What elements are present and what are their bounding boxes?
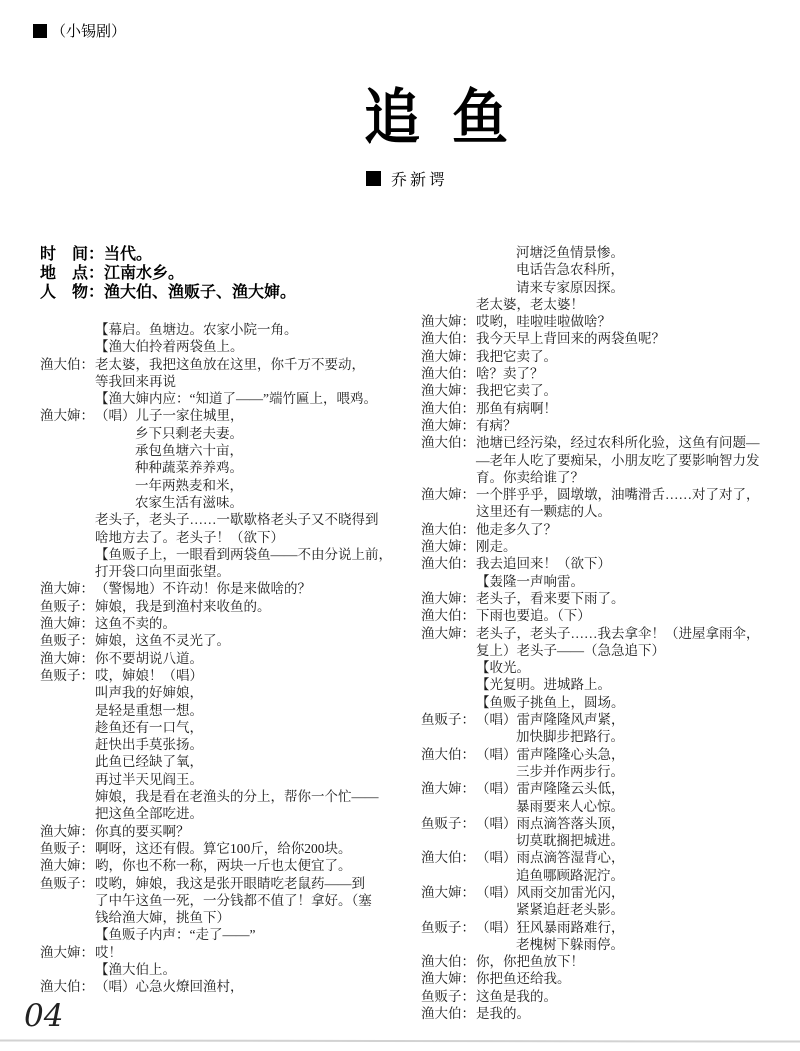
line-text: （唱）雨点滴答湿背心， [476,850,625,866]
script-line [40,702,402,719]
script-line [421,901,783,918]
line-text: 等我回来再说 [95,373,176,389]
dialogue-line [421,815,783,832]
script-line [40,459,402,476]
line-text: 乡下只剩老夫妻。 [135,425,243,441]
dialogue-line [40,857,402,874]
line-text: 【收光。 [476,660,530,676]
line-text: 承包鱼塘六十亩， [135,443,243,459]
script-line [421,642,783,659]
dialogue-line [40,580,402,597]
page-number: 04 [24,998,64,1034]
line-text: 那鱼有病啊！ [476,400,557,416]
dialogue-line [421,988,783,1005]
speaker-label: 渔大伯： [421,1006,475,1022]
line-text: 我把它卖了。 [476,383,557,399]
line-text: 加快脚步把路行。 [516,729,624,745]
speaker-label: 渔大伯： [421,556,475,572]
line-text: 这鱼不卖的。 [95,616,176,632]
line-text: 一个胖乎乎，圆墩墩，油嘴滑舌……对了对了， [476,487,760,503]
dialogue-line [40,407,402,424]
speaker-label: 鱼贩子： [40,875,94,891]
dialogue-line [421,330,783,347]
script-line [40,719,402,736]
speaker-label: 渔大婶： [40,650,94,666]
dialogue-line [40,356,402,373]
line-text: 我把它卖了。 [476,348,557,364]
dialogue-line [40,615,402,632]
speaker-label: 渔大伯： [421,954,475,970]
line-text: 再过半天见阎王。 [95,771,203,787]
script-line [40,529,402,546]
play-title: 追鱼 [364,81,540,154]
genre-label: （小锡剧） [51,23,127,40]
left-column [40,321,402,996]
dialogue-line [421,884,783,901]
stage-direction [40,338,402,355]
line-text: 老太婆，我把这鱼放在这里，你千万不要动， [95,356,365,372]
speaker-label: 渔大婶： [421,487,475,503]
dialogue-line [421,365,783,382]
stage-direction [421,694,783,711]
line-text: 这鱼是我的。 [476,988,557,1004]
dialogue-line [421,313,783,330]
line-text: 哎，婶娘！（唱） [95,667,203,683]
line-text: 【幕启。鱼塘边。农家小院一角。 [95,322,298,337]
speaker-label: 渔大婶： [421,590,475,606]
line-text: 切莫耽搁把城进。 [516,833,624,849]
speaker-label: 渔大婶： [421,417,475,433]
line-text: 哟，你也不称一称，两块一斤也太便宜了。 [95,858,352,874]
script-line [40,771,402,788]
script-line [40,477,402,494]
author-line [366,167,448,190]
line-text: 【光复明。进城路上。 [476,677,611,693]
dialogue-line [40,875,402,892]
line-text: 老太婆，老太婆！ [476,296,584,312]
line-text: 了中午这鱼一死，一分钱都不值了！拿好。（塞 [95,892,372,908]
line-text: 种种蔬菜养养鸡。 [135,460,243,476]
speaker-label: 渔大婶： [40,616,94,632]
line-text: 赶快出手莫张扬。 [95,737,203,753]
stage-direction [40,321,402,338]
script-line [40,373,402,390]
line-text: 【轰隆一声响雷。 [476,573,584,589]
line-text: 哎哟，婶娘，我这是张开眼睛吃老鼠药——到 [95,875,365,891]
line-text: 你真的要买啊？ [95,823,190,839]
stage-direction [421,676,783,693]
dialogue-line [421,625,783,642]
dialogue-line [421,382,783,399]
meta-place: 地 点：江南水乡。 [40,265,185,282]
speaker-label: 渔大婶： [421,971,475,987]
script-line [40,788,402,805]
dialogue-line [40,823,402,840]
dialogue-line [421,434,783,451]
speaker-label: 渔大伯： [421,521,475,537]
dialogue-line [421,521,783,538]
script-line [40,442,402,459]
line-text: 你不要胡说八道。 [95,650,203,666]
line-text: 【渔大婶内应：“知道了——”端竹匾上，喂鸡。 [95,391,377,407]
speaker-label: 渔大婶： [421,625,475,641]
dialogue-line [421,486,783,503]
line-text: 紧紧追赶老头影。 [516,902,624,918]
line-text: 老头子，看来要下雨了。 [476,590,625,606]
line-text: （唱）雷声隆隆云头低， [476,781,625,797]
line-text: 哎哟，哇啦哇啦做啥？ [476,314,611,330]
line-text: 是轻是重想一想。 [95,702,203,718]
stage-direction [40,961,402,978]
speaker-label: 鱼贩子： [421,712,475,728]
line-text: 哎！ [95,944,122,960]
line-text: 叫声我的好婶娘， [95,685,203,701]
dialogue-line [421,711,783,728]
line-text: 啊呀，这还有假。算它100斤，给你200块。 [95,840,352,856]
dialogue-line [421,780,783,797]
speaker-label: 渔大伯： [421,746,475,762]
dialogue-line [40,667,402,684]
speaker-label: 渔大伯： [421,400,475,416]
square-bullet-icon [33,24,47,38]
dialogue-line [421,348,783,365]
line-text: （唱）雷声隆隆心头急， [476,746,625,762]
line-text: 此鱼已经缺了氧， [95,754,203,770]
dialogue-line [421,607,783,624]
line-text: 农家生活有滋味。 [135,494,243,510]
speaker-label: 渔大伯： [421,435,475,451]
speaker-label: 鱼贩子： [40,667,94,683]
line-text: 三步并作两步行。 [516,763,624,779]
line-text: 育。你卖给谁了？ [476,469,584,485]
speaker-label: 渔大伯： [421,366,475,382]
script-line [421,261,783,278]
script-line [421,503,783,520]
line-text: 婶娘，这鱼不灵光了。 [95,633,230,649]
speaker-label: 鱼贩子： [40,633,94,649]
dialogue-line [421,417,783,434]
line-text: 追鱼哪顾路泥泞。 [516,867,624,883]
line-text: 电话告急农科所， [516,262,624,278]
line-text: 【渔大伯拎着两袋鱼上。 [95,339,244,355]
dialogue-line [421,919,783,936]
line-text: 是我的。 [476,1006,530,1022]
line-text: 婶娘，我是到渔村来收鱼的。 [95,598,271,614]
dialogue-line [421,1005,783,1022]
speaker-label: 渔大婶： [421,383,475,399]
speaker-label: 渔大婶： [40,408,94,424]
script-line [421,763,783,780]
speaker-label: 渔大伯： [40,979,94,995]
line-text: 老槐树下躲雨停。 [516,936,624,952]
line-text: 池塘已经污染，经过农科所化验，这鱼有问题— [476,435,760,451]
script-line [40,684,402,701]
line-text: 【鱼贩子上，一眼看到两袋鱼——不由分说上前， [95,546,392,562]
dialogue-line [421,590,783,607]
script-line [40,892,402,909]
script-line [40,511,402,528]
script-line [40,425,402,442]
script-line [421,728,783,745]
stage-direction [421,573,783,590]
dialogue-line [40,840,402,857]
line-text: 趁鱼还有一口气， [95,719,203,735]
dialogue-line [421,953,783,970]
line-text: 河塘泛鱼情景惨。 [516,245,624,260]
script-line [40,753,402,770]
line-text: 把这鱼全部吃进。 [95,806,203,822]
line-text: 啥？卖了？ [476,366,544,382]
script-line [421,279,783,296]
script-line [421,832,783,849]
stage-direction [40,546,402,563]
line-text: 你，你把鱼放下！ [476,954,584,970]
line-text: 打开袋口向里面张望。 [95,564,230,580]
dialogue-line [40,632,402,649]
line-text: 刚走。 [476,539,517,555]
script-line [40,494,402,511]
line-text: 请来专家原因探。 [516,279,624,295]
speaker-label: 渔大婶： [40,581,94,597]
line-text: 他走多久了？ [476,521,557,537]
dialogue-line [421,400,783,417]
line-text: —老年人吃了要痴呆，小朋友吃了要影响智力发 [476,452,760,468]
dialogue-line [40,978,402,995]
line-text: 我今天早上背回来的两袋鱼呢？ [476,331,665,347]
scan-edge [0,1039,800,1042]
stage-direction [40,926,402,943]
speaker-label: 渔大婶： [421,884,475,900]
dialogue-line [421,538,783,555]
line-text: 【鱼贩子挑鱼上，圆场。 [476,694,625,710]
stage-direction [421,659,783,676]
square-bullet-icon [366,171,381,186]
dialogue-line [40,650,402,667]
line-text: （唱）雷声隆隆风声紧， [476,712,625,728]
speaker-label: 鱼贩子： [421,988,475,1004]
line-text: （唱）雨点滴答落头顶， [476,815,625,831]
script-line [421,244,783,261]
line-text: 【渔大伯上。 [95,961,176,977]
line-text: 一年两熟麦和米， [135,477,243,493]
line-text: 你把鱼还给我。 [476,971,571,987]
line-text: 啥地方去了。老头子！（欲下） [95,529,284,545]
speaker-label: 渔大伯： [40,356,94,372]
speaker-label: 渔大婶： [421,539,475,555]
line-text: （唱）儿子一家住城里， [95,408,244,424]
line-text: 暴雨要来人心惊。 [516,798,624,814]
line-text: 老头子，老头子……我去拿伞！（进屋拿雨伞， [476,625,760,641]
line-text: 下雨也要追。（下） [476,608,591,624]
stage-direction [40,390,402,407]
script-line [421,936,783,953]
line-text: 【鱼贩子内声：“走了——” [95,927,256,943]
dialogue-line [421,849,783,866]
author-name: 乔新谔 [391,172,449,189]
speaker-label: 鱼贩子： [40,840,94,856]
line-text: （警惕地）不许动！你是来做啥的？ [95,581,311,597]
script-line [421,469,783,486]
line-text: 婶娘，我是看在老渔头的分上，帮你一个忙—— [95,789,379,805]
dialogue-line [421,555,783,572]
line-text: （唱）风雨交加雷光闪， [476,884,625,900]
speaker-label: 渔大婶： [40,823,94,839]
script-line [40,736,402,753]
speaker-label: 鱼贩子： [421,815,475,831]
speaker-label: 渔大婶： [40,858,94,874]
script-line [40,805,402,822]
speaker-label: 渔大伯： [421,850,475,866]
speaker-label: 渔大婶： [421,781,475,797]
line-text: 我去追回来！（欲下） [476,556,611,572]
script-line [421,296,783,313]
line-text: （唱）狂风暴雨路难行， [476,919,625,935]
line-text: 有病？ [476,417,517,433]
line-text: 老头子，老头子……一歇歇格老头子又不晓得到 [95,512,379,528]
meta-time: 时 间：当代。 [40,246,153,263]
line-text: 钱给渔大婶，挑鱼下） [95,910,230,926]
speaker-label: 鱼贩子： [421,919,475,935]
line-text: 这里还有一颗痣的人。 [476,504,611,520]
meta-characters: 人 物：渔大伯、渔贩子、渔大婶。 [40,284,297,301]
script-line [421,798,783,815]
speaker-label: 渔大婶： [421,314,475,330]
dialogue-line [421,970,783,987]
dialogue-line [421,746,783,763]
script-line [421,867,783,884]
speaker-label: 鱼贩子： [40,598,94,614]
genre-tag [33,20,126,41]
script-line [40,563,402,580]
speaker-label: 渔大婶： [421,348,475,364]
speaker-label: 渔大婶： [40,944,94,960]
speaker-label: 渔大伯： [421,608,475,624]
script-line [40,909,402,926]
right-column [421,244,783,1022]
script-line [421,452,783,469]
line-text: （唱）心急火燎回渔村， [95,979,244,995]
speaker-label: 渔大伯： [421,331,475,347]
line-text: 复上）老头子——（急急追下） [476,642,665,658]
meta-block [40,245,296,302]
dialogue-line [40,944,402,961]
dialogue-line [40,598,402,615]
